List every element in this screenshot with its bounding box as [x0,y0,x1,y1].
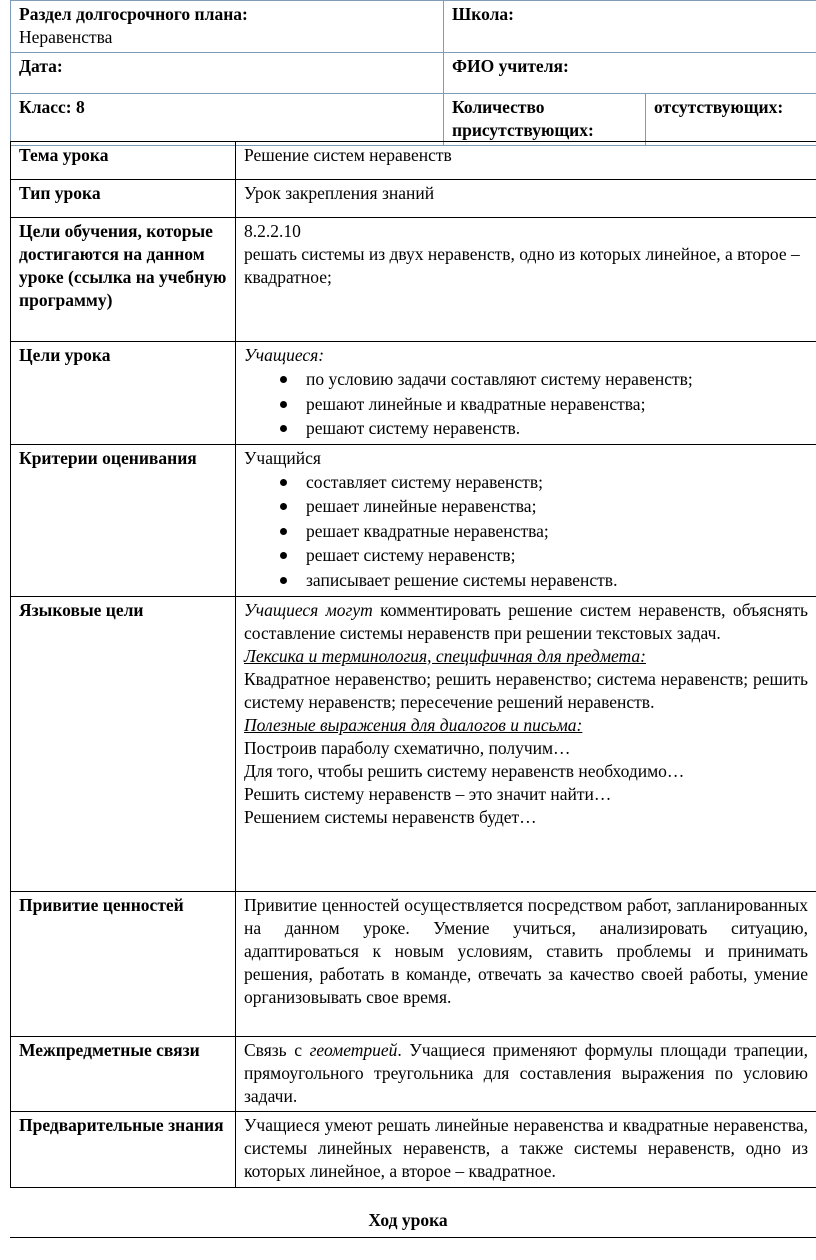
vocab-text: Квадратное неравенство; решить неравенство; система неравенств; решить систему неравенств; пересечение решений неравенств. [244,668,808,712]
lesson-header-table [10,0,816,146]
list-item: по условию задачи составляют систему неравенств; [306,367,808,392]
section-cell [11,1,444,53]
interdisciplinary-prefix: Связь с [244,1039,310,1060]
divider [10,1237,816,1238]
section-label: Раздел долгосрочного плана: [19,4,248,24]
language-intro-italic: Учащиеся могут [244,599,373,620]
teacher-label: ФИО учителя: [444,53,816,94]
type-value: Урок закрепления знаний [236,180,816,218]
goals-label: Цели обучения, которые достигаются на данном уроке (ссылка на учебную программу) [11,218,236,342]
lesson-goals-list [244,367,808,441]
list-item: составляет систему неравенств; [306,470,808,495]
goals-cell [236,218,816,342]
interdisciplinary-cell [236,1036,816,1111]
language-label: Языковые цели [11,596,236,891]
absent-label: отсутствующих: [646,94,816,146]
phrase-item: Для того, чтобы решить систему неравенств необходимо… [244,760,685,781]
criteria-intro: Учащийся [244,447,321,468]
list-item: решают систему неравенств. [306,416,808,441]
values-label: Привитие ценностей [11,891,236,1036]
list-item: решает линейные неравенства; [306,494,808,519]
type-label: Тип урока [11,180,236,218]
values-value: Привитие ценностей осуществляется посредством работ, запланированных на данном уроке. Умение учиться, анализировать ситуацию, адаптироваться к новым условиям, ставить проблемы и принимать решения, работать в команде, отвечать за качество своей работы, умение организовывать свое время. [236,891,816,1036]
interdisciplinary-rest: . Учащиеся применяют формулы площади трапеции, прямоугольного треугольника для составления выражения по условию задачи. [244,1039,808,1106]
list-item: записывает решение системы неравенств. [306,568,808,593]
topic-label: Тема урока [11,142,236,180]
criteria-list [244,470,808,593]
language-intro [244,599,808,645]
list-item: решают линейные и квадратные неравенства; [306,392,808,417]
language-intro-rest: комментировать решение систем неравенств, объяснять составление системы неравенств при решении текстовых задач. [244,599,808,643]
goals-value: решать системы из двух неравенств, одно из которых линейное, а второе – квадратное; [244,244,800,287]
phrase-item: Построив параболу схематично, получим… [244,737,571,758]
goals-code: 8.2.2.10 [244,221,301,241]
phrase-item: Решить систему неравенств – это значит найти… [244,783,612,804]
phrase-item: Решением системы неравенств будет… [244,806,537,827]
interdisciplinary-label: Межпредметные связи [11,1036,236,1111]
school-label: Школа: [444,1,816,53]
class-label: Класс: 8 [11,94,444,146]
lesson-goals-intro: Учащиеся: [244,345,325,365]
date-label: Дата: [11,53,444,94]
prior-value: Учащиеся умеют решать линейные неравенства и квадратные неравенства, системы линейных неравенств, а также системы неравенств, одно из которых линейное, а второе – квадратное. [236,1111,816,1187]
lesson-goals-cell [236,342,816,445]
criteria-label: Критерии оценивания [11,444,236,596]
lesson-progress-title: Ход урока [368,1210,448,1230]
section-value: Неравенства [19,27,113,47]
list-item: решает систему неравенств; [306,543,808,568]
present-label: Количество присутствующих: [444,94,646,146]
criteria-cell [236,444,816,596]
interdisciplinary-italic: геометрией [309,1039,398,1060]
vocab-heading: Лексика и терминология, специфичная для предмета: [244,645,646,666]
list-item: решает квадратные неравенства; [306,519,808,544]
prior-label: Предварительные знания [11,1111,236,1187]
lesson-goals-label: Цели урока [11,342,236,445]
language-cell [236,596,816,891]
phrases-heading: Полезные выражения для диалогов и письма: [244,714,583,735]
lesson-plan-table [10,141,816,1188]
topic-value: Решение систем неравенств [236,142,816,180]
